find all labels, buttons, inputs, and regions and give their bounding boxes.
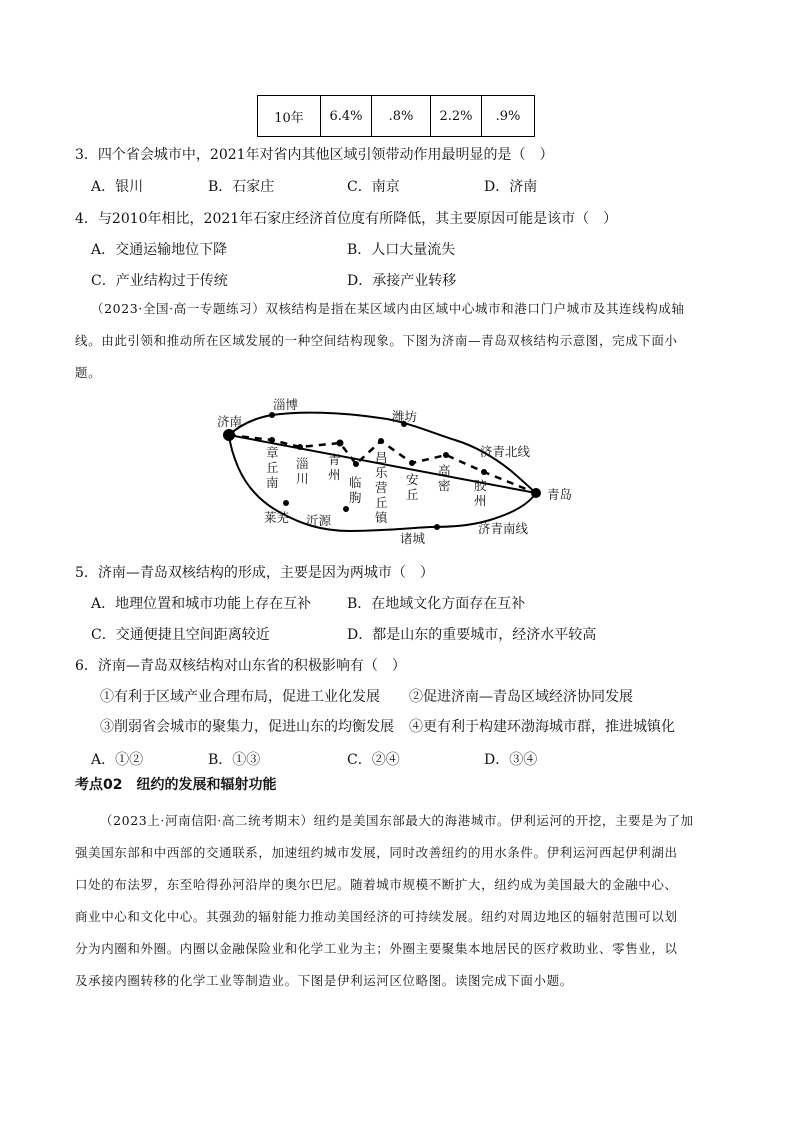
label-zhucheng: 诸城 — [400, 531, 426, 546]
qingdao-marker — [531, 488, 541, 498]
changle-marker — [378, 438, 384, 444]
q6-statement-3: ③削弱省会城市的聚集力，促进山东的均衡发展 — [100, 719, 394, 735]
passage-1-line: （2023·全国·高一专题练习）双核结构是指在某区域内由区域中心城市和港口门户城市及其连线构成轴 — [91, 301, 685, 316]
anqiu-marker — [409, 460, 415, 466]
q6-statement-2: ②促进济南—青岛区域经济协同发展 — [409, 689, 633, 705]
table-cell: .8% — [372, 96, 431, 137]
passage-2-line: 口处的布法罗，东至哈得孙河沿岸的奥尔巴尼。随着城市规模不断扩大，纽约成为美国最大的金融中心、 — [75, 877, 678, 892]
label-char: 川 — [296, 471, 309, 486]
q4-option-a: A．交通运输地位下降 — [91, 242, 228, 258]
label-qingdao: 青岛 — [547, 487, 573, 502]
q4-option-d: D．承接产业转移 — [347, 273, 457, 289]
label-char: 章 — [266, 445, 279, 460]
label-char: 南 — [266, 475, 279, 490]
table-cell: 6.4% — [321, 96, 372, 137]
label-char: 昌 — [375, 450, 388, 465]
passage-2-line: 商业中心和文化中心。其强劲的辐射能力推动美国经济的可持续发展。纽约对周边地区的辐射范围可以划 — [75, 909, 678, 924]
q5-option-c: C．交通便捷且空间距离较近 — [91, 627, 270, 643]
q5-option-a: A．地理位置和城市功能上存在互补 — [91, 596, 312, 612]
zibo-marker — [269, 412, 275, 418]
label-char: 营 — [375, 480, 388, 495]
laiwu-marker — [283, 500, 289, 506]
jinan-qingdao-map — [0, 0, 794, 560]
zichuan-marker — [297, 444, 303, 450]
question-4-stem: 4．与2010年相比，2021年石家庄经济首位度有所降低，其主要原因可能是该市（ ） — [75, 211, 618, 227]
table-cell: .9% — [482, 96, 535, 137]
label-char: 淄 — [296, 456, 309, 471]
label-laiwu: 莱芜 — [264, 510, 290, 525]
label-qingzhou — [328, 452, 345, 482]
passage-2-line: 及承接内圈转移的化学工业等制造业。下图是伊利运河区位略图。读图完成下面小题。 — [75, 973, 573, 988]
label-jiaozhou — [474, 478, 491, 508]
label-char: 高 — [438, 463, 451, 478]
qingzhou-marker — [337, 440, 344, 447]
yiyuan-marker — [343, 506, 349, 512]
label-jiqing-north: 济青北线 — [480, 444, 531, 459]
passage-1-line: 线。由此引领和推动所在区域发展的一种空间结构现象。下图为济南—青岛双核结构示意图，完成下面小 — [75, 333, 678, 348]
q3-option-a: A．银川 — [91, 179, 144, 195]
label-char: 丘 — [375, 495, 388, 510]
label-zhangqiu — [266, 445, 283, 490]
q6-option-a: A．①② — [91, 752, 144, 768]
label-char: 密 — [438, 478, 451, 493]
label-jinan: 济南 — [217, 414, 243, 429]
question-6-stem: 6．济南—青岛双核结构对山东省的积极影响有（ ） — [75, 658, 406, 674]
question-5-stem: 5．济南—青岛双核结构的形成，主要是因为两城市（ ） — [75, 565, 434, 581]
q3-option-c: C．南京 — [347, 179, 400, 195]
label-char: 安 — [406, 472, 419, 487]
q4-option-b: B．人口大量流失 — [347, 242, 456, 258]
q3-option-d: D．济南 — [484, 179, 538, 195]
table-cell: 2.2% — [431, 96, 482, 137]
label-zichuan — [296, 456, 313, 486]
passage-2-line: 强美国东部和中西部的交通联系，加速纽约城市发展，同时改善纽约的用水条件。伊利运河西起伊利湖出 — [75, 845, 678, 860]
label-char: 朐 — [349, 490, 362, 505]
q5-option-d: D．都是山东的重要城市，经济水平较高 — [347, 627, 597, 643]
label-linqu — [349, 475, 366, 505]
table-cell: 10年 — [258, 96, 321, 137]
gaomi-marker — [443, 452, 449, 458]
label-char: 乐 — [375, 465, 388, 480]
jiaozhou-marker — [481, 469, 487, 475]
question-3-stem: 3．四个省会城市中，2021年对省内其他区域引领带动作用最明显的是（ ） — [75, 147, 554, 163]
q3-option-b: B．石家庄 — [208, 179, 275, 195]
label-char: 丘 — [406, 487, 419, 502]
label-jiqing-south: 济青南线 — [478, 521, 529, 536]
linqu-marker — [353, 461, 359, 467]
q6-option-c: C．②④ — [347, 752, 400, 768]
q6-statement-4: ④更有利于构建环渤海城市群，推进城镇化 — [409, 719, 675, 735]
q6-statement-1: ①有利于区域产业合理布局，促进工业化发展 — [100, 689, 380, 705]
q6-option-b: B．①③ — [208, 752, 261, 768]
label-char: 青 — [328, 452, 341, 467]
label-zibo: 淄博 — [273, 397, 299, 412]
jinan-marker — [223, 429, 235, 441]
passage-1-line: 题。 — [75, 365, 102, 380]
label-changle — [375, 450, 392, 525]
passage-2-line: 分为内圈和外圈。内圈以金融保险业和化学工业为主；外圈主要聚集本地居民的医疗救助业、零售业，以 — [75, 941, 678, 956]
label-yiyuan: 沂源 — [306, 513, 332, 528]
section-heading: 考点02 纽约的发展和辐射功能 — [75, 777, 277, 793]
label-char: 临 — [349, 475, 362, 490]
zhangqiu-marker — [269, 437, 275, 443]
zhucheng-marker — [434, 524, 440, 530]
label-char: 州 — [328, 467, 341, 482]
q6-option-d: D．③④ — [484, 752, 538, 768]
q5-option-b: B．在地域文化方面存在互补 — [347, 596, 526, 612]
label-char: 丘 — [266, 460, 279, 475]
q4-option-c: C．产业结构过于传统 — [91, 273, 228, 289]
label-char: 州 — [474, 493, 487, 508]
label-weifang: 潍坊 — [392, 409, 418, 424]
label-anqiu — [406, 472, 423, 502]
passage-2-line: （2023上·河南信阳·高二统考期末）纽约是美国东部最大的海港城市。伊利运河的开挖，主要是为了加 — [100, 813, 694, 828]
label-char: 胶 — [474, 478, 487, 493]
label-char: 镇 — [375, 510, 388, 525]
